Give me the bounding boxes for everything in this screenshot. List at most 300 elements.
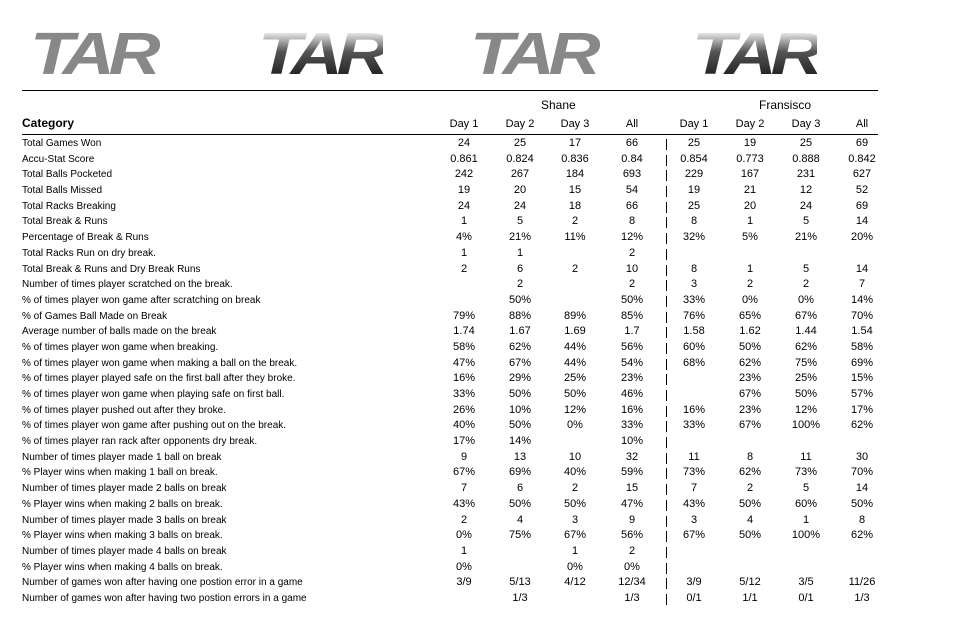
table-cell: 1.7 [624,325,640,338]
table-cell: 1/3 [512,591,528,604]
row-label: % of times player won game when making a ball on the break. [22,357,298,369]
table-cell: 67% [794,309,818,322]
column-separator [666,516,667,527]
table-cell: 62% [794,340,818,353]
table-cell: 67% [682,529,706,542]
table-cell: 12% [620,231,644,244]
row-label: Number of times player made 1 ball on break [22,451,222,463]
table-cell: 13 [513,450,527,463]
table-cell: 3/9 [686,576,702,589]
table-cell: 0/1 [686,591,702,604]
table-row [0,247,963,263]
table-cell: 29% [508,372,532,385]
tar-logo: TAR [692,21,817,88]
table-cell: 0% [456,560,472,573]
table-cell: 627 [852,168,872,181]
table-cell: 0% [456,529,472,542]
row-label: Number of times player scratched on the break. [22,279,233,291]
column-separator [666,359,667,370]
row-label: % of times player played safe on the first ball after they broke. [22,373,296,385]
table-row [0,137,963,153]
table-cell: 62% [738,466,762,479]
table-cell: 56% [620,340,644,353]
table-cell: 70% [850,466,874,479]
column-separator [666,437,667,448]
table-cell: 8 [690,215,698,228]
table-cell: 52 [855,184,869,197]
table-row [0,200,963,216]
table-cell: 1.62 [739,325,761,338]
table-cell: 60% [682,340,706,353]
table-cell: 0% [567,560,583,573]
table-cell: 0.84 [621,152,643,165]
table-cell: 15% [850,372,874,385]
table-cell: 10 [568,450,582,463]
table-cell: 2 [571,215,579,228]
row-label: Total Balls Missed [22,185,103,197]
table-cell: 1 [746,215,754,228]
table-cell: 50% [508,388,532,400]
table-cell: 1 [571,544,579,557]
table-cell: 5% [742,231,758,244]
table-cell: 1/3 [624,591,640,604]
table-cell: 46% [620,388,644,400]
column-separator [666,280,667,291]
table-cell: 15 [568,184,582,197]
column-separator [666,500,667,511]
column-separator [666,468,667,479]
row-label: Number of games won after having two postion errors in a game [22,592,307,604]
table-row [0,435,963,451]
table-row [0,294,963,310]
table-cell: 5/12 [739,576,761,589]
table-cell: 1.74 [453,325,475,338]
table-cell: 1 [460,544,468,557]
table-cell: 50% [794,388,818,400]
table-cell: 88% [508,309,532,322]
table-cell: 14 [855,482,869,495]
table-cell: 17% [452,435,476,448]
table-cell: 8 [858,513,866,526]
table-cell: 26% [452,403,476,416]
table-cell: 56% [620,529,644,542]
column-header: Day 1 [679,118,709,130]
table-cell: 693 [622,168,642,181]
column-separator [666,374,667,385]
column-separator [666,453,667,464]
row-label: Accu-Stat Score [22,153,95,165]
table-cell: 50% [563,497,587,510]
table-cell: 73% [794,466,818,479]
column-separator [666,186,667,197]
table-cell: 16% [452,372,476,385]
table-cell: 242 [454,168,474,181]
table-cell: 69 [855,199,869,212]
table-cell: 0.854 [680,152,708,165]
table-cell: 20% [850,231,874,244]
table-row [0,466,963,482]
table-row [0,529,963,545]
column-header: Day 1 [449,118,479,130]
table-cell: 1/3 [854,591,870,604]
table-cell: 0.773 [736,152,764,165]
table-cell: 21 [743,184,757,197]
tar-logo: TAR [30,21,155,88]
table-cell: 47% [620,497,644,510]
table-cell: 11% [564,231,586,244]
column-separator [666,406,667,417]
table-cell: 24 [799,199,813,212]
table-cell: 40% [452,419,476,432]
column-separator [666,249,667,260]
table-row [0,153,963,169]
table-row [0,561,963,577]
table-cell: 2 [460,262,468,275]
table-cell: 43% [452,497,476,510]
tar-logo-banner [30,18,890,88]
table-cell: 12% [794,403,818,416]
table-cell: 75% [508,529,532,542]
table-cell: 75% [794,356,818,369]
table-cell: 62% [508,340,532,353]
table-cell: 14% [508,435,532,448]
table-cell: 79% [452,309,476,322]
table-cell: 8 [690,262,698,275]
table-cell: 1/1 [742,591,758,604]
table-row [0,404,963,420]
row-label: % of times player won game after pushing out on the break. [22,420,287,432]
table-cell: 50% [563,388,587,400]
table-cell: 1.67 [509,325,531,338]
table-cell: 76% [682,309,706,322]
table-cell: 17% [850,403,874,416]
table-cell: 1 [460,246,468,259]
table-cell: 0/1 [798,591,814,604]
table-cell: 44% [563,340,587,353]
column-separator [666,265,667,276]
column-separator [666,531,667,542]
table-cell: 25 [687,199,701,212]
table-cell: 32% [682,231,706,244]
table-cell: 267 [510,168,530,181]
row-label: Total Racks Run on dry break. [22,247,156,259]
table-cell: 67% [508,356,532,369]
table-cell: 8 [628,215,636,228]
table-cell: 0% [742,293,758,306]
row-label: Total Balls Pocketed [22,169,113,181]
table-cell: 25 [799,137,813,149]
table-cell: 67% [738,419,762,432]
player-name-fransisco: Fransisco [759,98,812,112]
table-cell: 50% [738,497,762,510]
table-cell: 10% [508,403,532,416]
table-cell: 67% [563,529,587,542]
table-row [0,545,963,561]
table-cell: 0.842 [848,152,876,165]
table-cell: 58% [850,340,874,353]
table-cell: 1.69 [564,325,586,338]
table-row [0,310,963,326]
column-separator [666,139,667,150]
player-name-shane: Shane [541,98,576,112]
table-cell: 229 [684,168,704,181]
table-cell: 7 [690,482,698,495]
table-cell: 50% [508,293,532,306]
table-cell: 3 [571,513,579,526]
table-cell: 231 [796,168,816,181]
table-cell: 21% [508,231,532,244]
row-label: % of times player won game after scratching on break [22,294,261,306]
table-cell: 25% [563,372,587,385]
table-cell: 32 [625,450,639,463]
column-separator [666,217,667,228]
table-cell: 2 [746,482,754,495]
table-cell: 3 [690,513,698,526]
table-row [0,482,963,498]
table-cell: 85% [620,309,644,322]
table-row [0,168,963,184]
table-row [0,341,963,357]
table-cell: 0.824 [506,152,534,165]
table-cell: 1.44 [795,325,817,338]
table-cell: 33% [682,293,706,306]
table-cell: 5 [516,215,524,228]
row-label: Average number of balls made on the break [22,326,217,338]
row-label: % of Games Ball Made on Break [22,310,168,322]
table-cell: 62% [738,356,762,369]
table-cell: 20 [743,199,757,212]
row-label: Total Break & Runs [22,216,108,228]
table-cell: 33% [620,419,644,432]
table-cell: 58% [452,340,476,353]
table-cell: 40% [563,466,587,479]
table-cell: 44% [563,356,587,369]
table-cell: 50% [508,419,532,432]
header-divider [22,134,878,135]
table-cell: 11 [800,450,812,463]
table-cell: 50% [850,497,874,510]
category-header: Category [22,116,75,130]
column-separator [666,202,667,213]
column-separator [666,155,667,166]
table-cell: 54% [620,356,644,369]
table-cell: 4% [456,231,472,244]
table-row [0,451,963,467]
table-row [0,419,963,435]
column-header: All [625,118,639,130]
table-cell: 25 [687,137,701,149]
table-cell: 2 [628,544,636,557]
table-cell: 19 [457,184,471,197]
column-separator [666,343,667,354]
row-label: Number of times player made 4 balls on break [22,545,227,557]
table-cell: 2 [628,278,636,291]
table-cell: 14 [855,215,869,228]
column-separator [666,296,667,307]
column-separator [666,421,667,432]
row-label: % of times player ran rack after opponents dry break. [22,436,258,448]
table-row [0,184,963,200]
row-label: Total Break & Runs and Dry Break Runs [22,263,201,275]
column-separator [666,594,667,605]
table-cell: 1.54 [851,325,873,338]
table-cell: 30 [855,450,869,463]
table-cell: 69% [850,356,874,369]
table-cell: 50% [738,340,762,353]
table-cell: 10% [620,435,644,448]
table-cell: 18 [568,199,582,212]
table-row [0,231,963,247]
table-cell: 2 [516,278,524,291]
table-cell: 2 [460,513,468,526]
column-separator [666,578,667,589]
table-cell: 25 [513,137,527,149]
column-header: All [855,118,869,130]
table-cell: 17 [568,137,582,149]
table-cell: 59% [620,466,644,479]
table-cell: 3/9 [456,576,472,589]
table-cell: 25% [794,372,818,385]
table-row [0,514,963,530]
table-cell: 0% [798,293,814,306]
table-cell: 60% [794,497,818,510]
table-row [0,372,963,388]
table-cell: 66 [625,199,639,212]
table-cell: 89% [563,309,587,322]
table-cell: 4/12 [564,576,586,589]
table-cell: 6 [516,482,524,495]
table-cell: 62% [850,419,874,432]
table-cell: 1 [516,246,524,259]
table-cell: 167 [740,168,760,181]
table-cell: 0.861 [450,152,478,165]
table-cell: 19 [743,137,757,149]
row-label: % of times player pushed out after they broke. [22,404,226,416]
table-cell: 3 [690,278,698,291]
table-row [0,263,963,279]
row-label: Number of times player made 3 balls on break [22,514,227,526]
row-label: Total Racks Breaking [22,200,116,212]
row-label: Number of times player made 2 balls on break [22,483,227,495]
table-cell: 1.58 [683,325,705,338]
column-header: Day 3 [560,118,590,130]
table-cell: 14% [850,293,874,306]
table-cell: 24 [513,199,527,212]
table-cell: 66 [625,137,639,149]
table-cell: 73% [682,466,706,479]
table-cell: 9 [628,513,636,526]
table-cell: 19 [687,184,701,197]
table-cell: 23% [738,403,762,416]
row-label: % Player wins when making 2 balls on break. [22,498,223,510]
column-separator [666,170,667,181]
table-row [0,357,963,373]
table-cell: 1 [746,262,754,275]
table-cell: 5 [802,262,810,275]
table-cell: 16% [620,403,644,416]
table-cell: 3/5 [798,576,814,589]
row-label: % of times player won game when playing safe on first ball. [22,389,285,400]
table-cell: 15 [625,482,639,495]
table-row [0,592,963,608]
table-cell: 69 [855,137,869,149]
row-label: Number of games won after having one postion error in a game [22,577,303,589]
table-cell: 7 [460,482,468,495]
column-separator [666,233,667,244]
table-cell: 16% [682,403,706,416]
table-cell: 57% [850,388,874,400]
row-label: % Player wins when making 3 balls on break. [22,530,223,542]
table-cell: 1 [802,513,810,526]
table-cell: 5 [802,215,810,228]
table-cell: 33% [452,388,476,400]
column-header: Day 3 [791,118,821,130]
table-cell: 10 [625,262,639,275]
table-cell: 184 [565,168,585,181]
table-cell: 12/34 [618,576,646,589]
table-cell: 24 [457,137,471,149]
table-cell: 2 [628,246,636,259]
table-cell: 20 [513,184,527,197]
table-cell: 4 [516,513,524,526]
table-cell: 23% [738,372,762,385]
table-cell: 24 [457,199,471,212]
table-cell: 21% [794,231,818,244]
table-cell: 50% [508,497,532,510]
table-cell: 65% [738,309,762,322]
table-cell: 69% [508,466,532,479]
row-label: % of times player won game when breaking. [22,341,219,353]
table-row [0,215,963,231]
table-cell: 70% [850,309,874,322]
table-cell: 68% [682,356,706,369]
tar-logo: TAR [470,21,595,88]
row-label: Percentage of Break & Runs [22,232,149,244]
table-row [0,498,963,514]
table-cell: 12 [799,184,813,197]
stats-table [0,137,963,608]
table-cell: 0% [624,560,640,573]
table-cell: 67% [738,388,762,400]
tar-logo: TAR [258,21,383,88]
table-row [0,388,963,404]
table-cell: 67% [452,466,476,479]
table-row [0,278,963,294]
table-cell: 8 [746,450,754,463]
table-cell: 100% [791,419,821,432]
column-separator [666,563,667,574]
table-cell: 14 [855,262,869,275]
table-cell: 0.888 [792,152,820,165]
column-separator [666,327,667,338]
table-cell: 33% [682,419,706,432]
row-label: Total Games Won [22,138,102,149]
column-header: Day 2 [505,118,535,130]
table-cell: 54 [625,184,639,197]
table-cell: 5 [802,482,810,495]
column-separator [666,312,667,323]
row-label: % Player wins when making 1 ball on break. [22,467,218,479]
table-cell: 2 [802,278,810,291]
table-cell: 50% [738,529,762,542]
table-cell: 11 [688,450,700,463]
table-cell: 47% [452,356,476,369]
row-label: % Player wins when making 4 balls on break. [22,561,223,573]
table-cell: 62% [850,529,874,542]
table-row [0,576,963,592]
table-cell: 7 [858,278,866,291]
table-cell: 1 [460,215,468,228]
